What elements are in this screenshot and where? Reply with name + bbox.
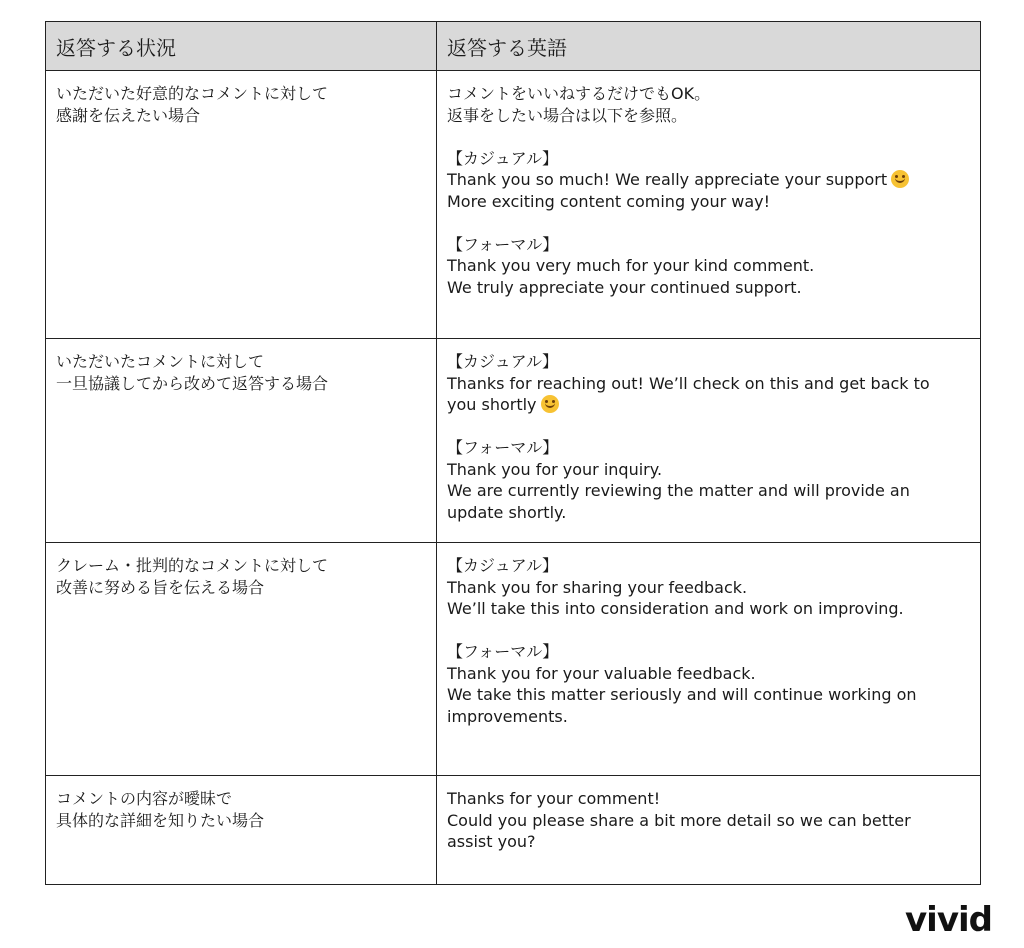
formal-label: 【フォーマル】: [447, 234, 559, 254]
casual-reply-text: you shortly: [447, 395, 537, 414]
situation-line: 具体的な詳細を知りたい場合: [56, 810, 265, 830]
situation-line: 感謝を伝えたい場合: [56, 105, 201, 125]
reply-line: assist you?: [447, 832, 536, 851]
smiling-face-emoji-icon: [541, 395, 559, 413]
table-row: [46, 339, 981, 543]
reply-line: Thanks for your comment!: [447, 789, 661, 808]
casual-reply-line: Thank you for sharing your feedback.: [447, 577, 748, 597]
reply-guide-table: [45, 21, 981, 885]
casual-reply-line: [447, 169, 970, 191]
formal-reply-line: We take this matter seriously and will continue working on: [447, 685, 917, 704]
reply-cell: [437, 339, 981, 543]
reply-cell: [437, 543, 981, 776]
situation-line: コメントの内容が曖昧で: [56, 789, 233, 808]
formal-reply-line: Thank you for your inquiry.: [447, 459, 663, 479]
casual-label: 【カジュアル】: [447, 148, 559, 168]
formal-reply-line: update shortly.: [447, 502, 567, 522]
casual-reply-text: Thank you so much! We really appreciate your support: [447, 170, 888, 189]
reply-intro-line: コメントをいいねするだけでもOK。: [447, 84, 711, 103]
situation-cell: [46, 776, 437, 885]
formal-label: 【フォーマル】: [447, 642, 559, 661]
casual-reply-line: Thanks for reaching out! We’ll check on this and get back to: [447, 373, 930, 393]
situation-line: クレーム・批判的なコメントに対して: [56, 556, 329, 575]
situation-line: 改善に努める旨を伝える場合: [56, 577, 265, 597]
formal-reply-line: Thank you for your valuable feedback.: [447, 663, 756, 683]
formal-reply-line: Thank you very much for your kind comment.: [447, 256, 815, 275]
header-english-reply: 返答する英語: [437, 22, 981, 71]
formal-reply-line: We truly appreciate your continued support.: [447, 277, 802, 297]
situation-line: 一旦協議してから改めて返答する場合: [56, 373, 329, 393]
vivid-logo: vivid: [905, 900, 992, 940]
header-situation: 返答する状況: [46, 22, 437, 71]
smiling-face-emoji-icon: [891, 170, 909, 188]
reply-cell: [437, 71, 981, 339]
formal-label: 【フォーマル】: [447, 438, 559, 457]
casual-label: 【カジュアル】: [447, 556, 559, 575]
situation-line: いただいたコメントに対して: [56, 352, 265, 371]
reply-line: Could you please share a bit more detail so we can better: [447, 810, 911, 830]
table-row: [46, 543, 981, 776]
situation-cell: [46, 543, 437, 776]
casual-reply-line: [447, 394, 970, 416]
casual-reply-line: We’ll take this into consideration and work on improving.: [447, 599, 904, 618]
reply-intro-line: 返事をしたい場合は以下を参照。: [447, 105, 688, 125]
situation-line: いただいた好意的なコメントに対して: [56, 84, 329, 103]
situation-cell: [46, 339, 437, 543]
formal-reply-line: We are currently reviewing the matter and will provide an: [447, 481, 910, 500]
reply-cell: [437, 776, 981, 885]
table-header-row: [46, 22, 981, 71]
table-row: [46, 776, 981, 885]
casual-reply-line: More exciting content coming your way!: [447, 191, 771, 211]
table-row: [46, 71, 981, 339]
situation-cell: [46, 71, 437, 339]
casual-label: 【カジュアル】: [447, 352, 559, 371]
formal-reply-line: improvements.: [447, 706, 568, 726]
